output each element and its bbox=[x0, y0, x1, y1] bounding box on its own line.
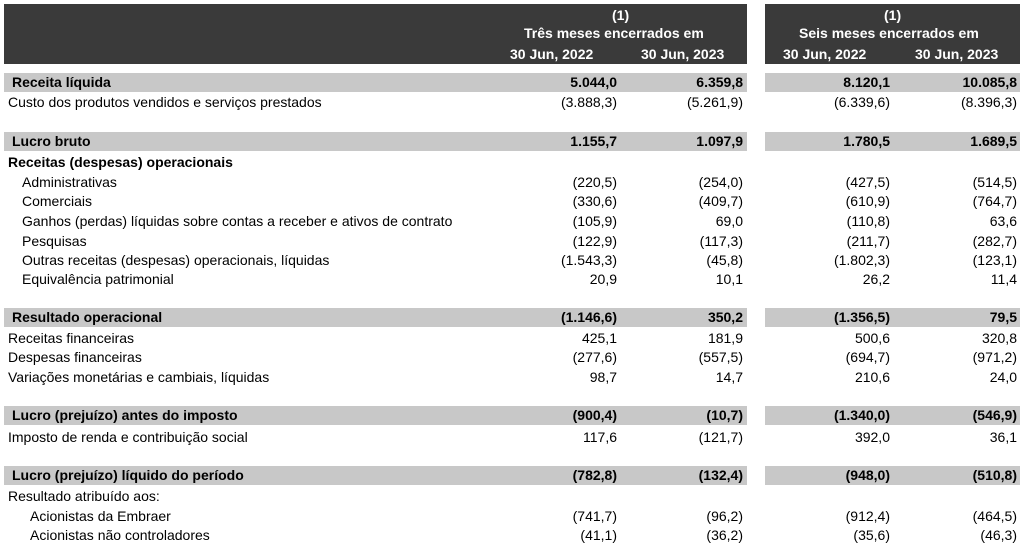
value-3m-2022: (41,1) bbox=[580, 527, 617, 543]
row-acionistas-embraer bbox=[0, 507, 1024, 526]
value-6m-2023: (282,7) bbox=[972, 233, 1017, 249]
value-3m-2023: 181,9 bbox=[707, 330, 743, 346]
value-6m-2022: 8.120,1 bbox=[843, 74, 890, 90]
value-3m-2022: 1.155,7 bbox=[570, 133, 617, 149]
value-3m-2022: (3.888,3) bbox=[560, 94, 617, 110]
value-6m-2023: (764,7) bbox=[972, 193, 1017, 209]
three-months-col1: 30 Jun, 2022 bbox=[510, 46, 594, 62]
value-3m-2022: (330,6) bbox=[572, 193, 617, 209]
value-3m-2022: (105,9) bbox=[572, 213, 617, 229]
row-lucro-bruto bbox=[0, 132, 1024, 151]
value-6m-2022: (427,5) bbox=[845, 174, 890, 190]
value-3m-2022: 98,7 bbox=[589, 369, 617, 385]
value-3m-2022: (741,7) bbox=[572, 508, 617, 524]
value-6m-2023: 320,8 bbox=[981, 330, 1017, 346]
row-label: Comerciais bbox=[22, 193, 93, 209]
six-months-note: (1) bbox=[884, 7, 902, 23]
value-6m-2023: (123,1) bbox=[972, 252, 1017, 268]
value-6m-2023: (464,5) bbox=[972, 508, 1017, 524]
row-outras-receitas bbox=[0, 251, 1024, 270]
value-6m-2022: 500,6 bbox=[854, 330, 890, 346]
row-equivalencia-patrimonial bbox=[0, 270, 1024, 289]
value-3m-2022: 117,6 bbox=[583, 429, 617, 445]
value-3m-2022: (1.543,3) bbox=[560, 252, 617, 268]
value-6m-2023: (46,3) bbox=[980, 527, 1017, 543]
row-label: Pesquisas bbox=[22, 233, 87, 249]
row-label: Receita líquida bbox=[12, 74, 111, 90]
six-months-col2: 30 Jun, 2023 bbox=[915, 46, 999, 62]
section-heading: Resultado atribuído aos: bbox=[8, 488, 160, 504]
row-despesas-financeiras bbox=[0, 348, 1024, 367]
value-6m-2023: (510,8) bbox=[972, 467, 1017, 483]
row-variacoes-monetarias bbox=[0, 368, 1024, 387]
value-6m-2022: 26,2 bbox=[862, 271, 890, 287]
row-receitas-financeiras bbox=[0, 329, 1024, 348]
row-label: Resultado operacional bbox=[12, 309, 163, 325]
three-months-header bbox=[4, 4, 747, 64]
value-3m-2023: (132,4) bbox=[698, 467, 743, 483]
value-3m-2023: 14,7 bbox=[715, 369, 743, 385]
value-6m-2023: 10.085,8 bbox=[962, 74, 1017, 90]
value-6m-2023: (971,2) bbox=[972, 349, 1017, 365]
value-3m-2023: 350,2 bbox=[707, 309, 743, 325]
value-3m-2022: 5.044,0 bbox=[570, 74, 617, 90]
value-6m-2022: (694,7) bbox=[845, 349, 890, 365]
value-3m-2023: 10,1 bbox=[715, 271, 743, 287]
row-administrativas bbox=[0, 173, 1024, 192]
row-label: Lucro (prejuízo) antes do imposto bbox=[12, 407, 238, 423]
six-months-header bbox=[765, 4, 1020, 64]
value-3m-2022: (277,6) bbox=[572, 349, 617, 365]
value-3m-2023: (409,7) bbox=[698, 193, 743, 209]
row-comerciais bbox=[0, 192, 1024, 211]
value-6m-2022: 210,6 bbox=[854, 369, 890, 385]
value-3m-2023: 1.097,9 bbox=[696, 133, 743, 149]
value-6m-2023: (8.396,3) bbox=[960, 94, 1017, 110]
value-3m-2022: (220,5) bbox=[572, 174, 617, 190]
row-label: Lucro (prejuízo) líquido do período bbox=[12, 467, 244, 483]
value-3m-2023: 6.359,8 bbox=[696, 74, 743, 90]
six-months-title: Seis meses encerrados em bbox=[799, 25, 979, 41]
value-6m-2023: 63,6 bbox=[989, 213, 1017, 229]
three-months-col2: 30 Jun, 2023 bbox=[641, 46, 725, 62]
row-resultado-atribuido-heading bbox=[0, 487, 1024, 506]
row-ganhos-perdas bbox=[0, 212, 1024, 231]
value-3m-2023: (45,8) bbox=[706, 252, 743, 268]
value-3m-2022: (122,9) bbox=[572, 233, 617, 249]
row-label: Acionistas não controladores bbox=[30, 527, 210, 543]
value-6m-2022: 392,0 bbox=[854, 429, 890, 445]
row-label: Imposto de renda e contribuição social bbox=[8, 429, 248, 445]
value-6m-2022: (211,7) bbox=[846, 233, 890, 249]
value-6m-2023: 1.689,5 bbox=[970, 133, 1017, 149]
value-3m-2022: (782,8) bbox=[572, 467, 617, 483]
row-receita-liquida bbox=[0, 73, 1024, 92]
value-3m-2022: 425,1 bbox=[581, 330, 617, 346]
value-6m-2023: (546,9) bbox=[972, 407, 1017, 423]
value-6m-2023: 24,0 bbox=[989, 369, 1017, 385]
value-3m-2022: (1.146,6) bbox=[560, 309, 617, 325]
row-custo-produtos bbox=[0, 93, 1024, 112]
value-3m-2023: (10,7) bbox=[706, 407, 743, 423]
row-receitas-operacionais-heading bbox=[0, 153, 1024, 172]
section-heading: Receitas (despesas) operacionais bbox=[8, 154, 233, 170]
row-lucro-liquido bbox=[0, 466, 1024, 485]
three-months-title: Três meses encerrados em bbox=[524, 25, 704, 41]
value-3m-2023: 69,0 bbox=[715, 213, 743, 229]
value-3m-2023: (96,2) bbox=[706, 508, 743, 524]
value-3m-2023: (557,5) bbox=[698, 349, 743, 365]
value-3m-2023: (117,3) bbox=[699, 233, 743, 249]
value-6m-2022: (610,9) bbox=[845, 193, 890, 209]
value-3m-2023: (5.261,9) bbox=[686, 94, 743, 110]
value-6m-2022: (1.356,5) bbox=[833, 309, 890, 325]
row-imposto-renda bbox=[0, 428, 1024, 447]
six-months-col1: 30 Jun, 2022 bbox=[783, 46, 867, 62]
value-3m-2023: (36,2) bbox=[706, 527, 743, 543]
value-3m-2023: (121,7) bbox=[698, 429, 743, 445]
row-resultado-operacional bbox=[0, 308, 1024, 327]
value-6m-2022: 1.780,5 bbox=[843, 133, 890, 149]
row-label: Equivalência patrimonial bbox=[22, 271, 174, 287]
value-6m-2023: 11,4 bbox=[990, 271, 1017, 287]
value-6m-2022: (948,0) bbox=[845, 467, 890, 483]
value-6m-2022: (1.802,3) bbox=[833, 252, 890, 268]
row-acionistas-nao-controladores bbox=[0, 526, 1024, 545]
value-6m-2022: (1.340,0) bbox=[833, 407, 890, 423]
three-months-note: (1) bbox=[612, 7, 630, 23]
value-3m-2022: (900,4) bbox=[572, 407, 617, 423]
row-label: Variações monetárias e cambiais, líquidas bbox=[8, 369, 270, 385]
row-label: Ganhos (perdas) líquidas sobre contas a receber e ativos de contrato bbox=[22, 213, 453, 229]
row-label: Despesas financeiras bbox=[8, 349, 142, 365]
value-6m-2022: (6.339,6) bbox=[833, 94, 890, 110]
value-6m-2022: (35,6) bbox=[853, 527, 890, 543]
row-label: Acionistas da Embraer bbox=[30, 508, 171, 524]
value-6m-2022: (912,4) bbox=[845, 508, 890, 524]
value-6m-2022: (110,8) bbox=[846, 213, 890, 229]
row-label: Lucro bruto bbox=[12, 133, 91, 149]
row-label: Administrativas bbox=[22, 174, 117, 190]
row-lucro-antes-imposto bbox=[0, 406, 1024, 425]
value-6m-2023: 36,1 bbox=[989, 429, 1017, 445]
row-pesquisas bbox=[0, 232, 1024, 251]
row-label: Outras receitas (despesas) operacionais, líquidas bbox=[22, 252, 330, 268]
value-3m-2023: (254,0) bbox=[698, 174, 743, 190]
row-label: Receitas financeiras bbox=[8, 330, 135, 346]
row-label: Custo dos produtos vendidos e serviços prestados bbox=[8, 94, 322, 110]
value-3m-2022: 20,9 bbox=[589, 271, 617, 287]
value-6m-2023: 79,5 bbox=[989, 309, 1017, 325]
value-6m-2023: (514,5) bbox=[972, 174, 1017, 190]
